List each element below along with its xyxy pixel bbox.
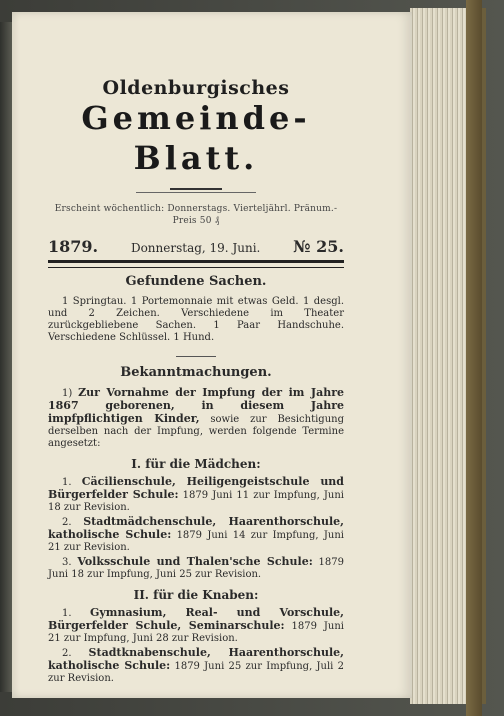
issue-date: Donnerstag, 19. Juni. xyxy=(130,241,261,255)
header-double-rule xyxy=(48,260,344,268)
found-items-text: 1 Springtau. 1 Portemonnaie mit etwas Geld. 1 desgl. und 2 Zeichen. Verschiedene im Theater zurückgebliebene Sachen. 1 Paar Handschuhe. Verschiedene Schlüssel. 1 Hund. xyxy=(48,296,344,343)
boys-item xyxy=(48,607,344,645)
publication-info: Erscheint wöchentlich: Donnerstags. Vierteljährl. Pränum.-Preis 50 ₰ xyxy=(54,204,338,226)
notice-intro-number: 1) xyxy=(62,388,73,399)
issue-line xyxy=(48,237,344,256)
item-school: Volksschule und Thalen'sche Schule: xyxy=(77,555,313,568)
item-number: 1. xyxy=(62,608,72,619)
notice-intro-rest: sowie zur Besichtigung derselben nach der Impfung, werden folgende Termine angesetzt: xyxy=(48,414,344,449)
girls-heading: I. für die Mädchen: xyxy=(131,457,261,471)
newspaper-page xyxy=(12,12,412,698)
notice-intro-bold: Zur Vornahme der Impfung der im Jahre 1867 geborenen, in diesem Jahre impfpflichtigen Kinder, xyxy=(48,386,344,425)
item-number: 3. xyxy=(62,557,72,568)
item-detail: 1879 Juni 14 zur Impfung, Juni 21 zur Revision. xyxy=(48,530,344,553)
item-detail: 1879 Juni 18 zur Impfung, Juni 25 zur Revision. xyxy=(48,557,344,580)
masthead-rule-thin xyxy=(136,192,256,193)
item-detail: 1879 Juni 25 zur Impfung, Juli 2 zur Revision. xyxy=(48,661,344,684)
item-detail: 1879 Juni 21 zur Impfung, Juni 28 zur Revision. xyxy=(48,621,344,644)
notice-intro xyxy=(48,387,344,450)
item-school: Gymnasium, Real- und Vorschule, Bürgerfelder Schule, Seminarschule: xyxy=(48,606,344,632)
page-content xyxy=(48,77,344,687)
item-school: Stadtknabenschule, Haarenthorschule, katholische Schule: xyxy=(48,646,344,672)
item-number: 2. xyxy=(62,648,72,659)
notices-title: Bekanntmachungen. xyxy=(120,365,272,380)
issue-number: № 25. xyxy=(293,237,344,256)
girls-item xyxy=(48,556,344,581)
book-cover-edge xyxy=(466,0,482,716)
boys-item xyxy=(48,647,344,685)
masthead-rule xyxy=(170,188,222,190)
girls-item xyxy=(48,476,344,514)
item-school: Stadtmädchenschule, Haarenthorschule, katholische Schule: xyxy=(48,515,344,541)
masthead-top: Oldenburgisches xyxy=(102,77,290,99)
found-items-title: Gefundene Sachen. xyxy=(125,274,267,289)
item-number: 2. xyxy=(62,517,72,528)
issue-year: 1879. xyxy=(48,237,99,256)
item-school: Cäcilienschule, Heiligengeistschule und Bürgerfelder Schule: xyxy=(48,475,344,501)
boys-heading: II. für die Knaben: xyxy=(133,588,259,602)
left-binding-shadow xyxy=(0,22,12,692)
item-detail: 1879 Juni 11 zur Impfung, Juni 18 zur Revision. xyxy=(48,490,344,513)
item-number: 1. xyxy=(62,477,72,488)
section-divider xyxy=(176,356,216,357)
girls-item xyxy=(48,516,344,554)
masthead-title: Gemeinde-Blatt. xyxy=(81,99,311,177)
